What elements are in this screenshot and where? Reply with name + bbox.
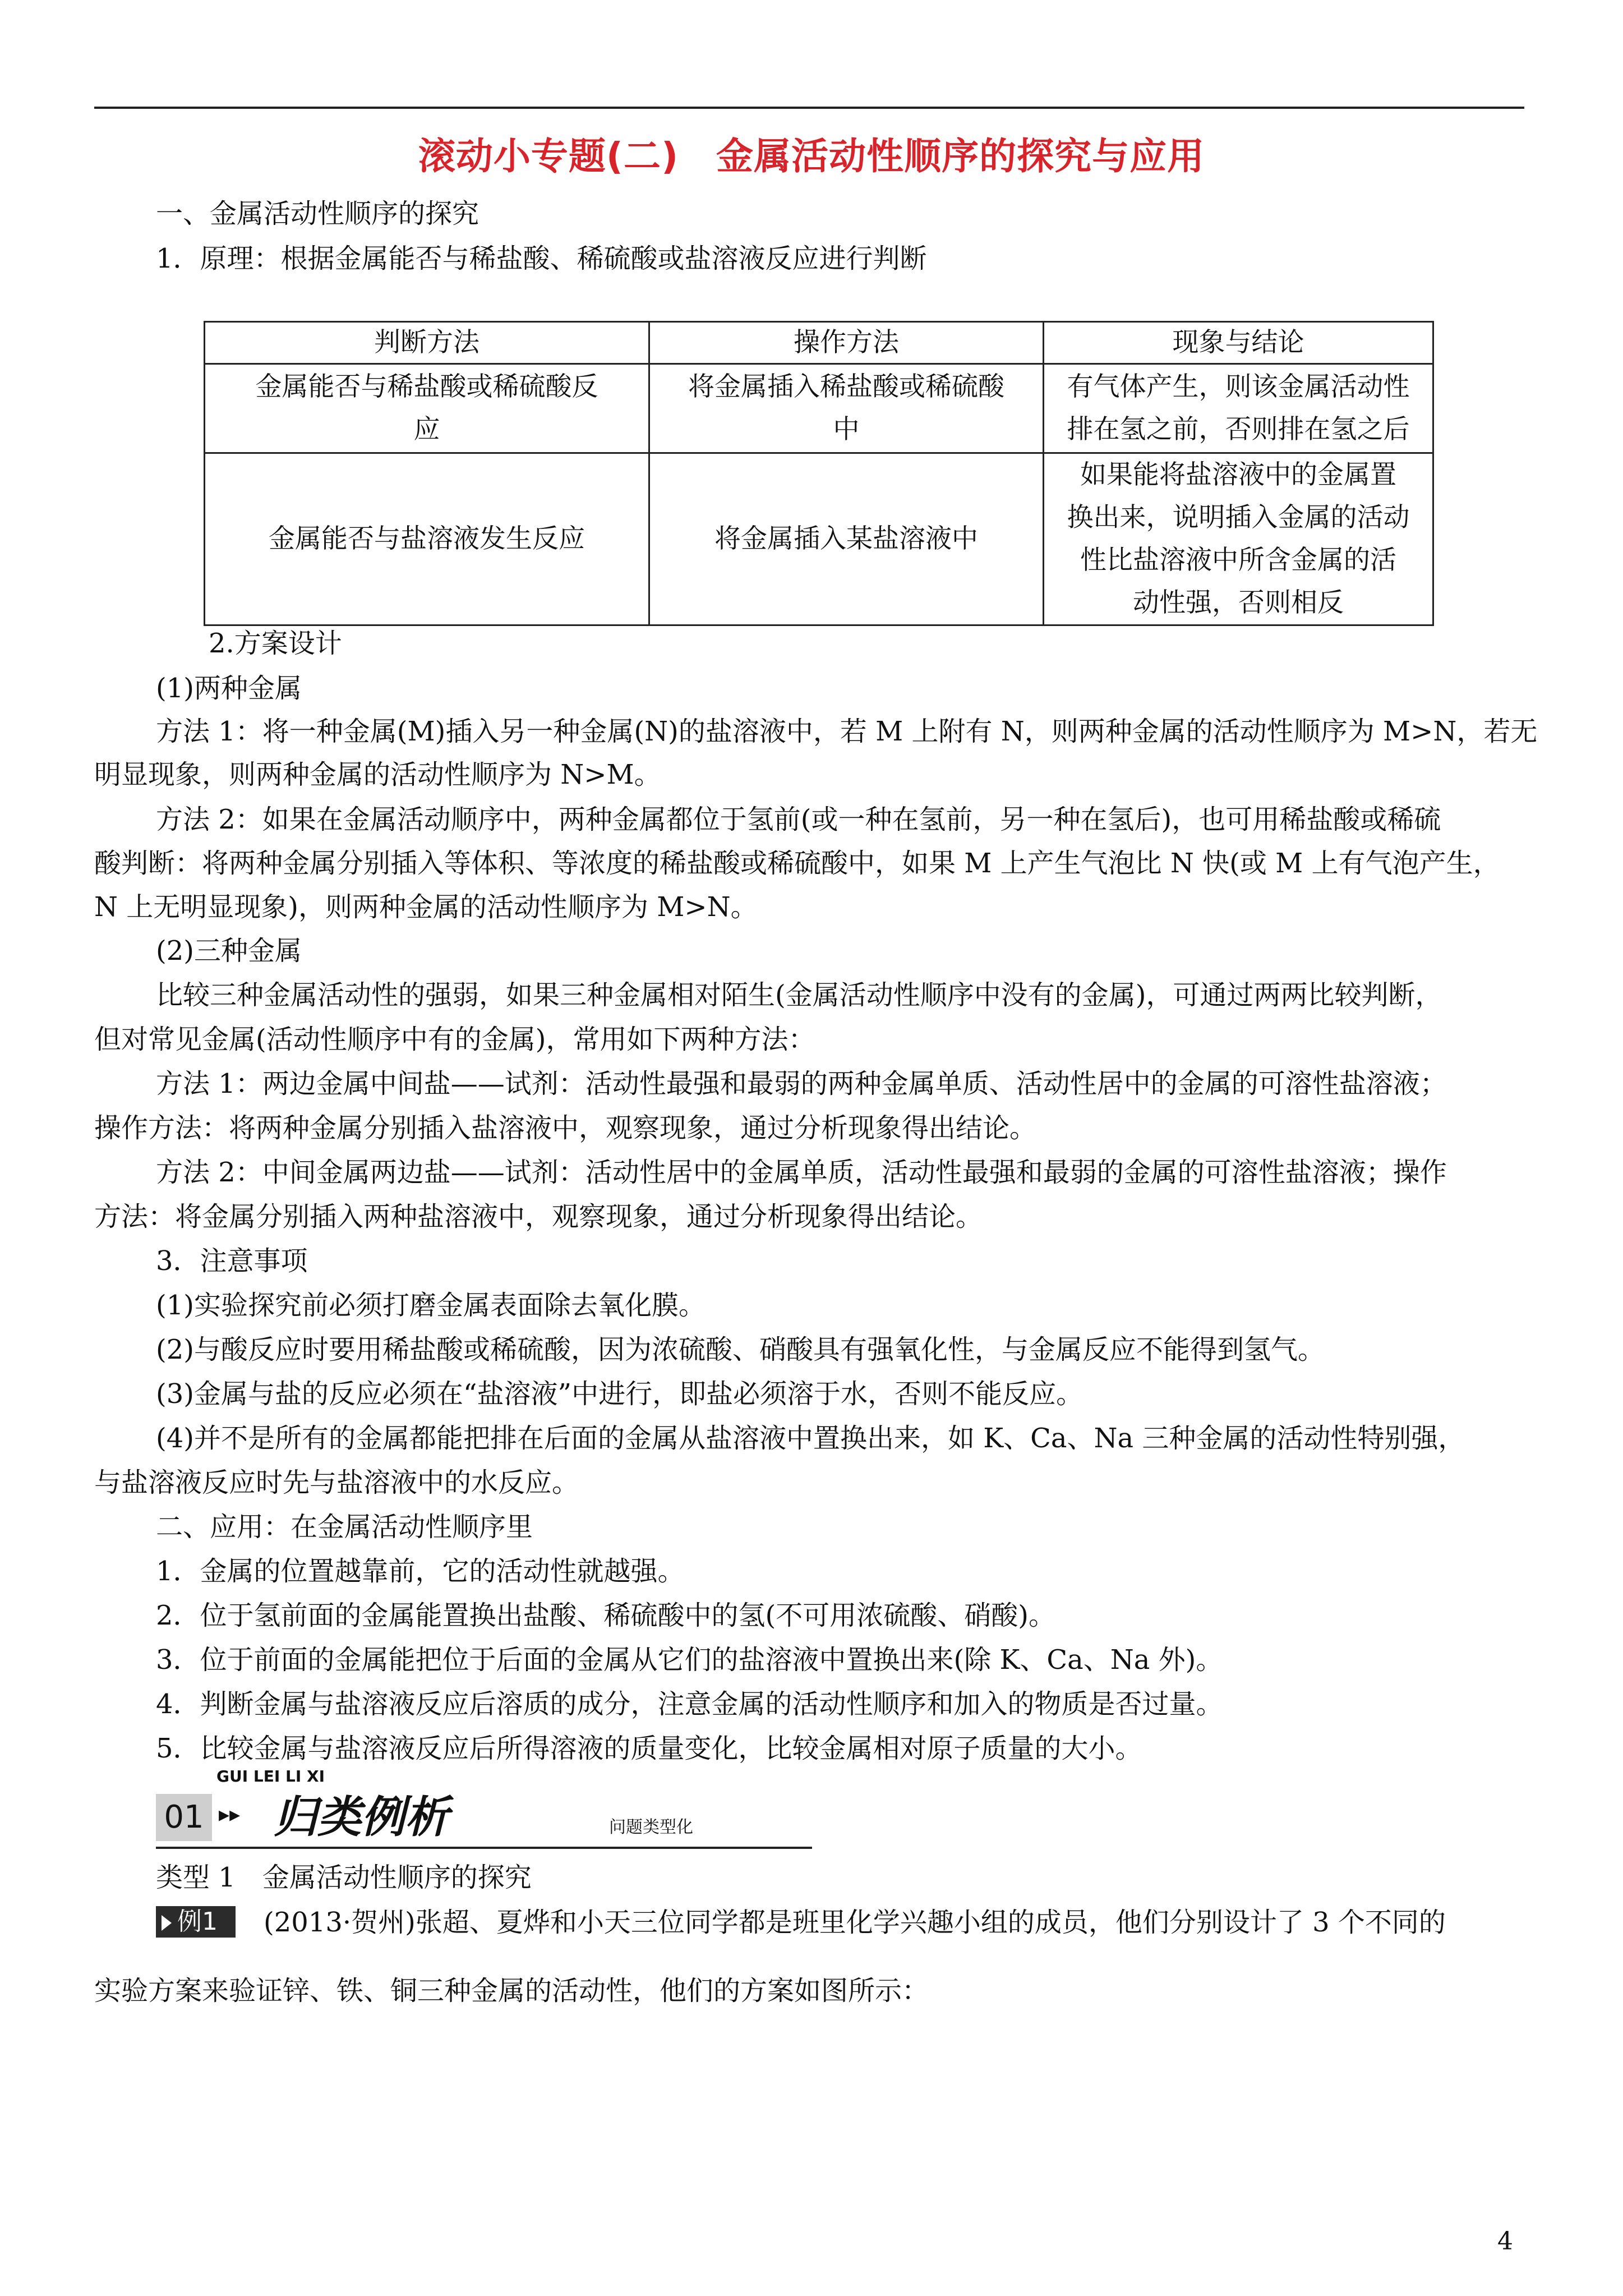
body-line: N 上无明显现象)，则两种金属的活动性顺序为 M>N。 [94,891,758,923]
table-header-cell: 现象与结论 [1044,322,1433,364]
body-line: 方法 1：两边金属中间盐——试剂：活动性最强和最弱的两种金属单质、活动性居中的金属的可溶性盐溶液； [156,1068,1447,1099]
example-label-text: 例1 [177,1907,218,1936]
cell-text: 排在氢之前，否则排在氢之后 [1067,414,1410,445]
table-cell [1044,453,1433,625]
cell-text: 有气体产生，则该金属活动性 [1067,371,1410,402]
banner-tag: 问题类型化 [609,1818,693,1837]
body-line: 2．位于氢前面的金属能置换出盐酸、稀硫酸中的氢(不可用浓硫酸、硝酸)。 [156,1600,1055,1631]
table-row [205,364,1433,453]
table-row [205,453,1433,625]
body-line: 方法 2：中间金属两边盐——试剂：活动性居中的金属单质，活动性最强和最弱的金属的可溶性盐溶液；操作 [156,1157,1447,1188]
body-line: 明显现象，则两种金属的活动性顺序为 N>M。 [94,759,661,790]
body-line: (3)金属与盐的反应必须在“盐溶液”中进行，即盐必须溶于水，否则不能反应。 [156,1378,1083,1410]
body-line: 3．位于前面的金属能把位于后面的金属从它们的盐溶液中置换出来(除 K、Ca、Na 外)。 [156,1644,1223,1676]
cell-text: 金属能否与稀盐酸或稀硫酸反 [255,371,598,402]
body-line: (1)两种金属 [156,673,302,704]
cell-text: 应 [413,414,440,445]
cell-text: 性比盐溶液中所含金属的活 [1080,545,1396,576]
table-cell [205,364,649,453]
body-line: 方法 1：将一种金属(M)插入另一种金属(N)的盐溶液中，若 M 上附有 N，则两种金属的活动性顺序为 M>N，若无 [156,716,1538,747]
cell-text: 中 [833,414,860,445]
page-title: 滚动小专题(二) 金属活动性顺序的探究与应用 [418,135,1205,178]
body-line: 但对常见金属(活动性顺序中有的金属)，常用如下两种方法： [94,1024,815,1055]
cell-text: 动性强，否则相反 [1133,587,1344,618]
principle-line: 1．原理：根据金属能否与稀盐酸、稀硫酸或盐溶液反应进行判断 [156,243,927,274]
top-rule [94,107,1524,109]
cell-text: 如果能将盐溶液中的金属置 [1080,459,1396,490]
cell-text: 将金属插入稀盐酸或稀硫酸 [688,371,1004,402]
double-arrow-icon: ▸▸ [219,1802,241,1826]
body-line: 2.方案设计 [209,628,342,659]
body-line: 二、应用：在金属活动性顺序里 [156,1511,533,1543]
body-line: 1．金属的位置越靠前，它的活动性就越强。 [156,1556,685,1587]
example-label [156,1906,236,1938]
cell-text: 换出来，说明插入金属的活动 [1067,502,1410,533]
body-line: 酸判断：将两种金属分别插入等体积、等浓度的稀盐酸或稀硫酸中，如果 M 上产生气泡比 N 快(或 M 上有气泡产生， [94,848,1500,879]
table-header-cell: 判断方法 [205,322,649,364]
table-cell: 金属能否与盐溶液发生反应 [205,453,649,625]
body-line: 比较三种金属活动性的强弱，如果三种金属相对陌生(金属活动性顺序中没有的金属)，可通过两两比较判断， [156,979,1442,1011]
body-line: 方法：将金属分别插入两种盐溶液中，观察现象，通过分析现象得出结论。 [94,1201,983,1232]
section-heading-1: 一、金属活动性顺序的探究 [156,198,479,229]
section-banner [156,1767,812,1850]
body-line: 4．判断金属与盐溶液反应后溶质的成分，注意金属的活动性顺序和加入的物质是否过量。 [156,1688,1223,1720]
table-cell [1044,364,1433,453]
banner-pinyin: GUI LEI LI XI [216,1767,325,1786]
body-line: (4)并不是所有的金属都能把排在后面的金属从盐溶液中置换出来，如 K、Ca、Na 三种金属的活动性特别强， [156,1423,1465,1454]
table-header-cell: 操作方法 [649,322,1044,364]
body-line: 与盐溶液反应时先与盐溶液中的水反应。 [94,1467,579,1498]
table-cell [649,364,1044,453]
body-line: 3．注意事项 [156,1245,308,1277]
banner-number: 01 [156,1794,212,1841]
body-line: (1)实验探究前必须打磨金属表面除去氧化膜。 [156,1290,706,1321]
banner-underline [156,1847,812,1849]
page-number: 4 [1497,2227,1513,2256]
body-line: 5．比较金属与盐溶液反应后所得溶液的质量变化，比较金属相对原子质量的大小。 [156,1733,1142,1764]
body-line: 方法 2：如果在金属活动顺序中，两种金属都位于氢前(或一种在氢前，另一种在氢后)，也可用稀盐酸或稀硫 [156,804,1441,835]
play-triangle-icon [162,1915,172,1931]
example-text-line: 实验方案来验证锌、铁、铜三种金属的活动性，他们的方案如图所示： [94,1975,929,2007]
method-table [204,321,1434,626]
body-line: (2)三种金属 [156,935,302,967]
body-line: 操作方法：将两种金属分别插入盐溶液中，观察现象，通过分析现象得出结论。 [94,1112,1037,1144]
type-heading: 类型 1 金属活动性顺序的探究 [156,1862,532,1893]
body-line: (2)与酸反应时要用稀盐酸或稀硫酸，因为浓硫酸、硝酸具有强氧化性，与金属反应不能得到氢气。 [156,1334,1325,1365]
table-header-row [205,322,1433,364]
example-text-line: (2013·贺州)张超、夏烨和小天三位同学都是班里化学兴趣小组的成员，他们分别设计了 3 个不同的 [264,1907,1446,1938]
table-cell: 将金属插入某盐溶液中 [649,453,1044,625]
banner-title: 归类例析 [274,1792,449,1843]
